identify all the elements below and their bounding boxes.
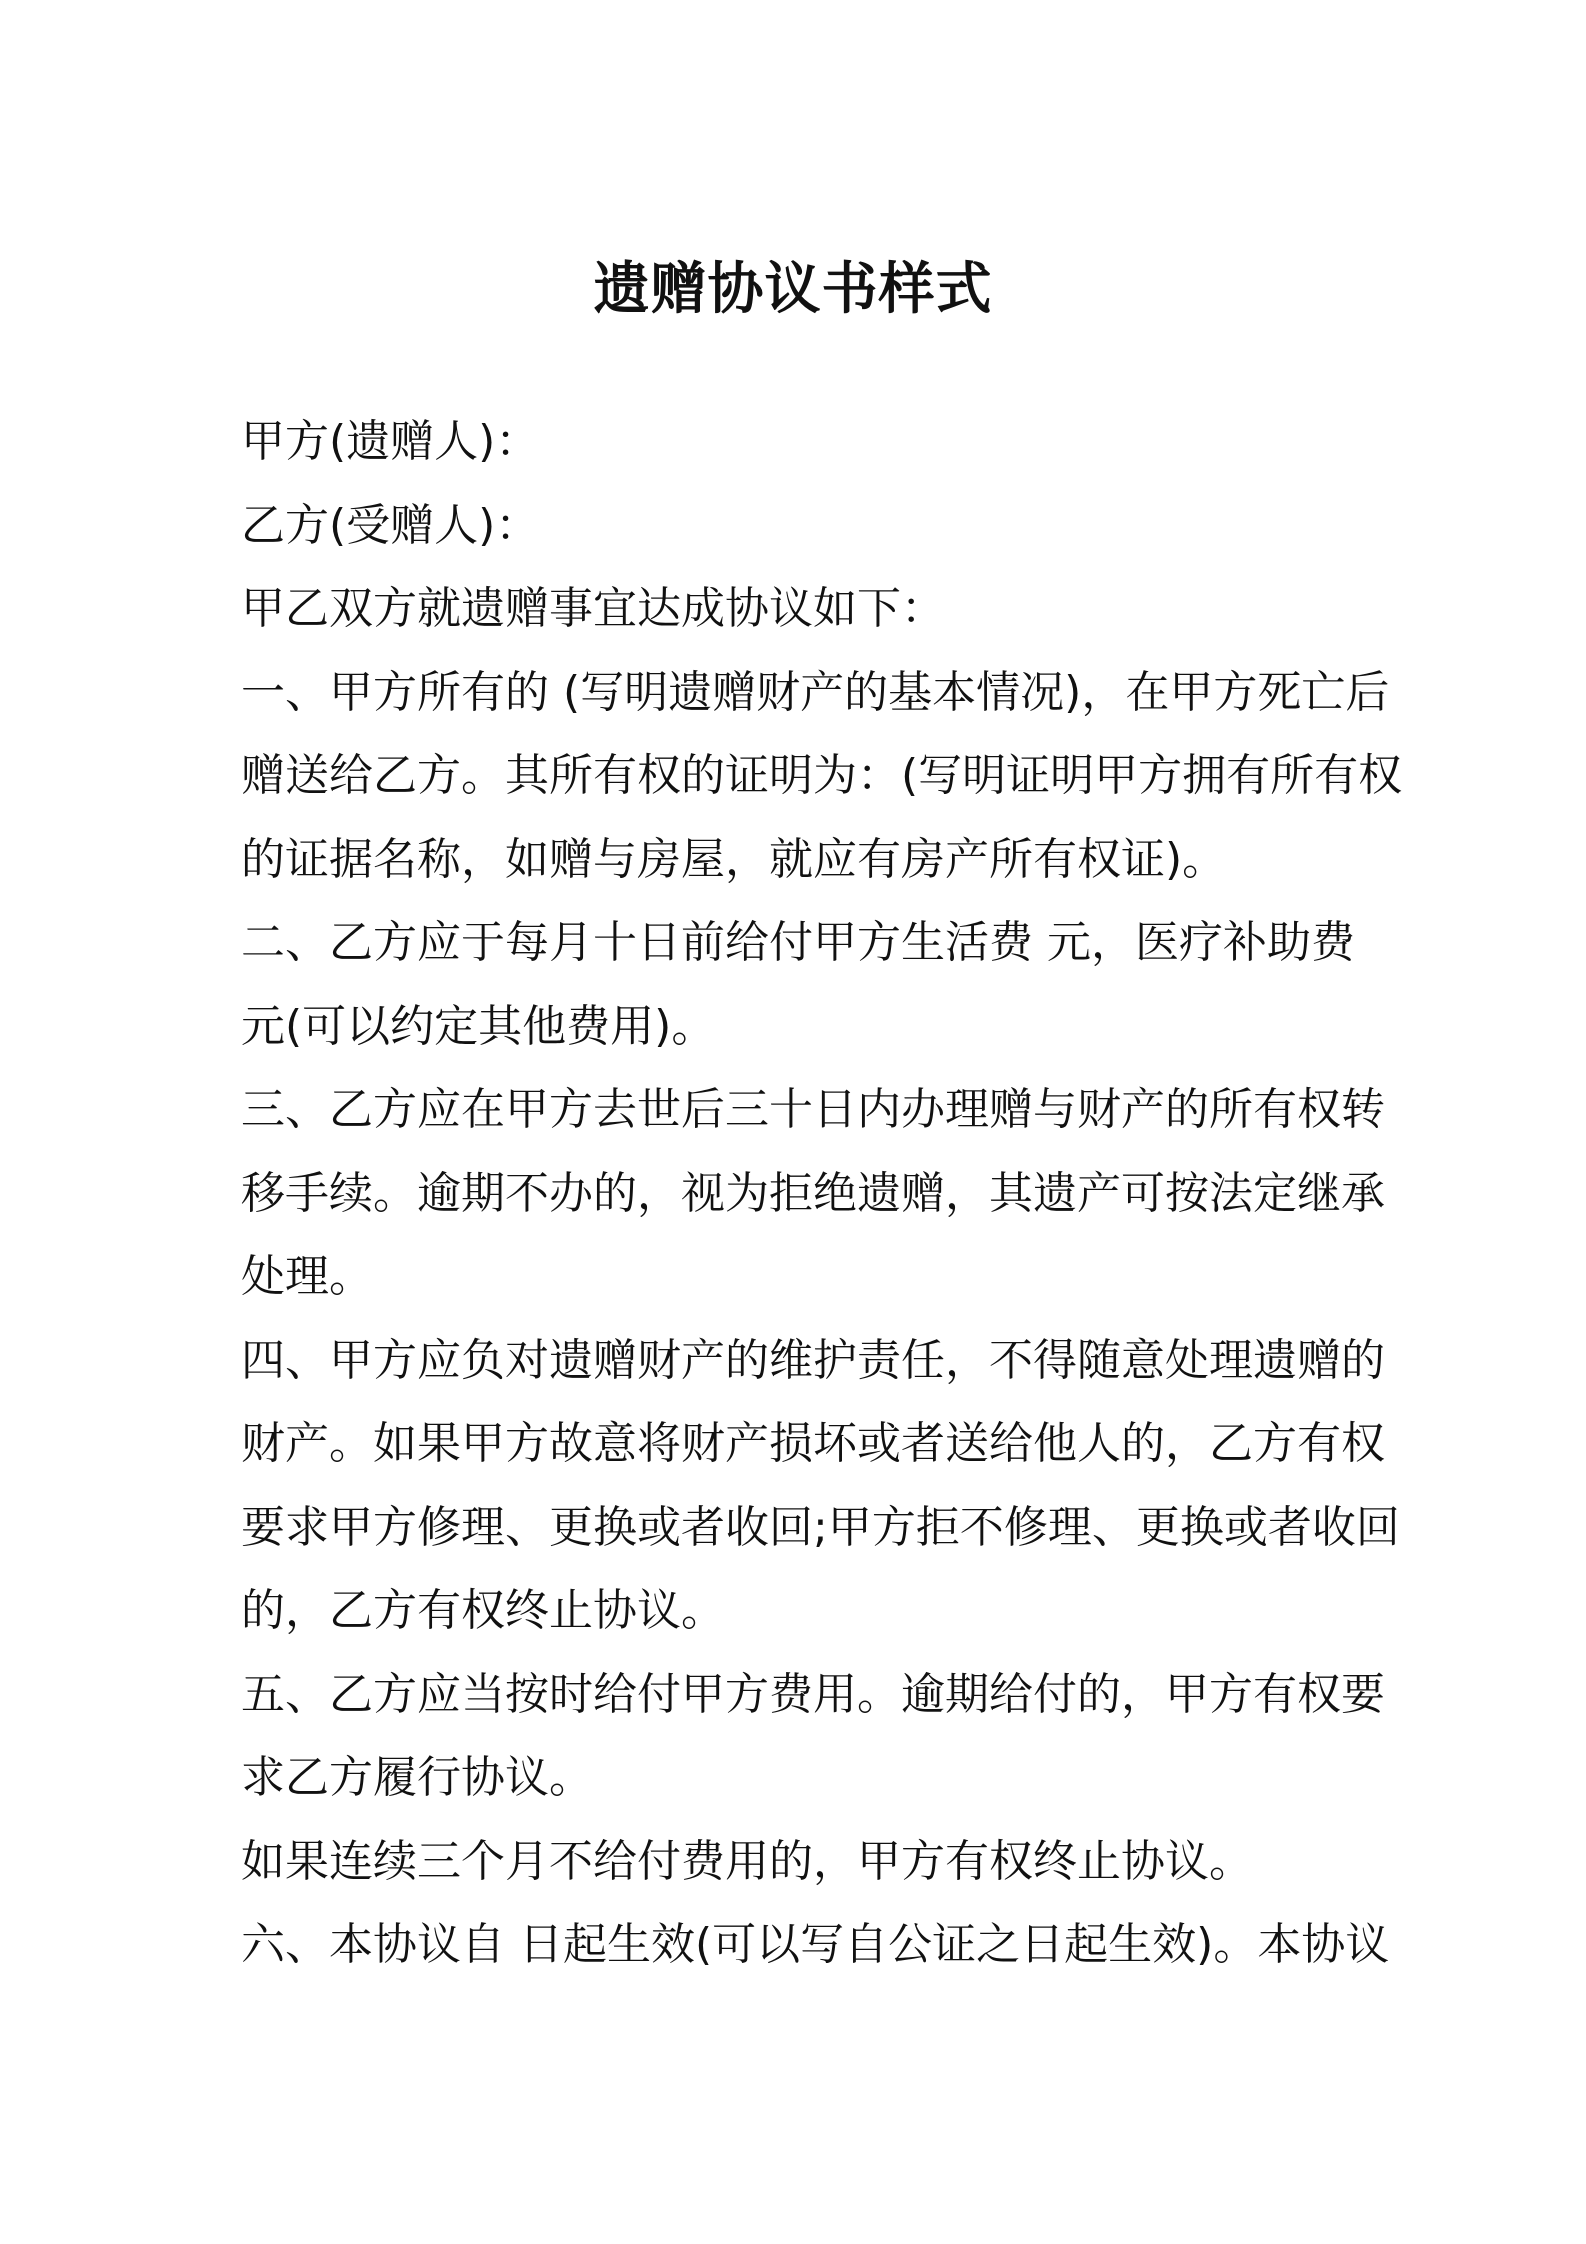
party-b-line: 乙方(受赠人)：	[241, 499, 540, 551]
clause-5-line-2: 求乙方履行协议。	[241, 1752, 593, 1803]
clause-4-line-1: 四、甲方应负对遗赠财产的维护责任，不得随意处理遗赠的	[241, 1334, 1385, 1386]
clause-4-line-2: 财产。如果甲方故意将财产损坏或者送给他人的，乙方有权	[241, 1418, 1385, 1469]
clause-1-line-2: 赠送给乙方。其所有权的证明为：(写明证明甲方拥有所有权	[241, 750, 1403, 801]
party-a-line: 甲方(遗赠人)：	[241, 416, 540, 467]
clause-1-line-1: 一、甲方所有的 (写明遗赠财产的基本情况)，在甲方死亡后	[241, 666, 1390, 718]
clause-3-line-2: 移手续。逾期不办的，视为拒绝遗赠，其遗产可按法定继承	[241, 1167, 1385, 1219]
clause-4-line-4: 的，乙方有权终止协议。	[241, 1585, 725, 1636]
agreement-intro-line: 甲乙双方就遗赠事宜达成协议如下：	[241, 583, 945, 634]
clause-5-line-3: 如果连续三个月不给付费用的，甲方有权终止协议。	[241, 1835, 1253, 1887]
clause-4-line-3: 要求甲方修理、更换或者收回;甲方拒不修理、更换或者收回	[241, 1501, 1400, 1553]
document-body	[241, 400, 1403, 1987]
clause-5-line-1: 五、乙方应当按时给付甲方费用。逾期给付的，甲方有权要	[241, 1668, 1385, 1720]
clause-1-line-3: 的证据名称，如赠与房屋，就应有房产所有权证)。	[241, 833, 1227, 885]
clause-3-line-1: 三、乙方应在甲方去世后三十日内办理赠与财产的所有权转	[241, 1084, 1385, 1135]
clause-2-line-1: 二、乙方应于每月十日前给付甲方生活费 元，医疗补助费	[241, 917, 1355, 968]
clause-6-line-1: 六、本协议自 日起生效(可以写自公证之日起生效)。本协议	[241, 1919, 1390, 1970]
document-title: 遗赠协议书样式	[593, 257, 993, 322]
clause-3-line-3: 处理。	[241, 1251, 373, 1302]
clause-2-line-2: 元(可以约定其他费用)。	[241, 1000, 716, 1052]
